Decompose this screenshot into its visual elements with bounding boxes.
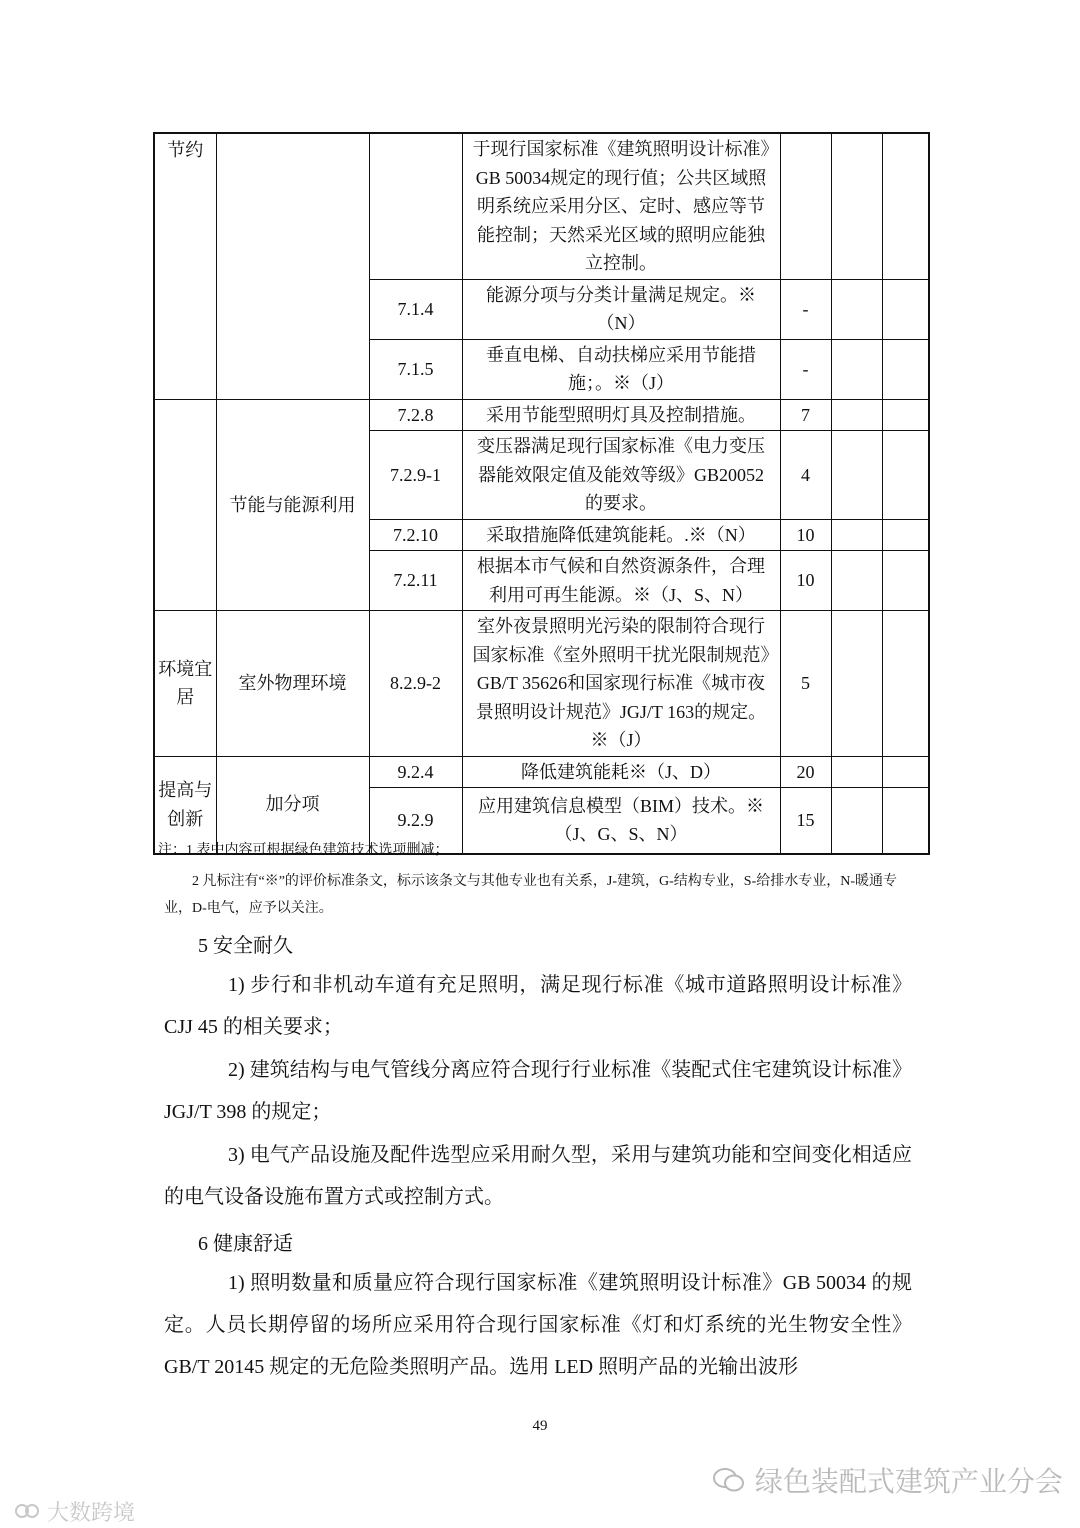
- content-cell: 能源分项与分类计量满足规定。※（N）: [462, 279, 780, 339]
- content-cell: 采用节能型照明灯具及控制措施。: [462, 399, 780, 431]
- content-cell: 垂直电梯、自动扶梯应采用节能措施；。※（J）: [462, 339, 780, 399]
- evaluation-table: [153, 132, 930, 855]
- table-row: [154, 399, 929, 431]
- empty-cell: [882, 431, 929, 520]
- empty-cell: [831, 611, 882, 757]
- code-cell: 7.2.10: [369, 519, 462, 551]
- code-cell: 7.2.11: [369, 551, 462, 611]
- score-cell: -: [780, 279, 831, 339]
- table-row: [154, 133, 929, 279]
- paragraph: 2) 建筑结构与电气管线分离应符合现行行业标准《装配式住宅建筑设计标准》JGJ/T 398 的规定；: [164, 1059, 912, 1123]
- paragraph: 1) 步行和非机动车道有充足照明，满足现行标准《城市道路照明设计标准》CJJ 45 的相关要求；: [164, 974, 912, 1038]
- logo-icon: [14, 1500, 40, 1528]
- section-heading-health: 6 健康舒适: [198, 1233, 293, 1255]
- score-cell: 15: [780, 788, 831, 854]
- empty-cell: [882, 551, 929, 611]
- empty-cell: [882, 756, 929, 788]
- content-cell: 于现行国家标准《建筑照明设计标准》GB 50034规定的现行值；公共区域照明系统应采用分区、定时、感应等节能控制；天然采光区域的照明应能独立控制。: [462, 133, 780, 279]
- content-cell: 降低建筑能耗※（J、D）: [462, 756, 780, 788]
- watermark-text: 大数跨境: [47, 1501, 136, 1526]
- score-cell: 10: [780, 519, 831, 551]
- category-cell: 提高与创新: [154, 756, 216, 854]
- table-row: [154, 611, 929, 757]
- code-cell: 9.2.9: [369, 788, 462, 854]
- code-cell: 9.2.4: [369, 756, 462, 788]
- empty-cell: [831, 431, 882, 520]
- content-cell: 室外夜景照明光污染的限制符合现行国家标准《室外照明干扰光限制规范》GB/T 35626和国家现行标准《城市夜景照明设计规范》JGJ/T 163的规定。※（J）: [462, 611, 780, 757]
- paragraph: 3) 电气产品设施及配件选型应采用耐久型，采用与建筑功能和空间变化相适应的电气设备设施布置方式或控制方式。: [164, 1144, 912, 1208]
- code-cell: 7.1.4: [369, 279, 462, 339]
- empty-cell: [882, 399, 929, 431]
- empty-cell: [831, 756, 882, 788]
- wechat-icon: [712, 1466, 746, 1501]
- content-cell: 采取措施降低建筑能耗。.※（N）: [462, 519, 780, 551]
- page-number: 49: [532, 1418, 548, 1434]
- code-cell: 7.2.8: [369, 399, 462, 431]
- group-cell: 室外物理环境: [216, 611, 369, 757]
- empty-cell: [882, 133, 929, 279]
- empty-cell: [831, 519, 882, 551]
- watermark-text: 绿色装配式建筑产业分会: [754, 1465, 1063, 1498]
- empty-cell: [882, 339, 929, 399]
- content-cell: 应用建筑信息模型（BIM）技术。※（J、G、S、N）: [462, 788, 780, 854]
- code-cell: 7.1.5: [369, 339, 462, 399]
- score-cell: -: [780, 339, 831, 399]
- code-cell: 7.2.9-1: [369, 431, 462, 520]
- watermark-left: [14, 1496, 135, 1528]
- score-cell: 5: [780, 611, 831, 757]
- empty-cell: [831, 339, 882, 399]
- score-cell: 7: [780, 399, 831, 431]
- empty-cell: [882, 279, 929, 339]
- empty-cell: [882, 519, 929, 551]
- category-cell: 环境宜居: [154, 611, 216, 757]
- empty-cell: [831, 133, 882, 279]
- empty-cell: [831, 279, 882, 339]
- content-cell: 根据本市气候和自然资源条件，合理利用可再生能源。※（J、S、N）: [462, 551, 780, 611]
- empty-cell: [831, 399, 882, 431]
- group-cell: 节能与能源利用: [216, 399, 369, 611]
- score-cell: 4: [780, 431, 831, 520]
- code-cell: 8.2.9-2: [369, 611, 462, 757]
- empty-cell: [882, 611, 929, 757]
- group-cell: 加分项: [216, 756, 369, 854]
- empty-cell: [831, 551, 882, 611]
- table-note-1: 注：1 表中内容可根据绿色建筑技术选项删减；: [158, 843, 449, 858]
- score-cell: [780, 133, 831, 279]
- category-cell: [154, 399, 216, 611]
- table-row: [154, 756, 929, 788]
- content-cell: 变压器满足现行国家标准《电力变压器能效限定值及能效等级》GB20052的要求。: [462, 431, 780, 520]
- code-cell: [369, 133, 462, 279]
- paragraph: 1) 照明数量和质量应符合现行国家标准《建筑照明设计标准》GB 50034 的规定。人员长期停留的场所应采用符合现行国家标准《灯和灯系统的光生物安全性》GB/T 20145 规定的无危险类照明产品。选用 LED 照明产品的光输出波形: [164, 1272, 912, 1378]
- watermark-right: [712, 1460, 1063, 1501]
- section-heading-safety: 5 安全耐久: [198, 935, 293, 957]
- score-cell: 10: [780, 551, 831, 611]
- category-cell: 节约: [154, 133, 216, 399]
- table-note-2: 2 凡标注有“※”的评价标准条文，标示该条文与其他专业也有关系，J-建筑，G-结构专业，S-给排水专业，N-暖通专业，D-电气，应予以关注。: [164, 874, 898, 916]
- score-cell: 20: [780, 756, 831, 788]
- group-cell: [216, 133, 369, 399]
